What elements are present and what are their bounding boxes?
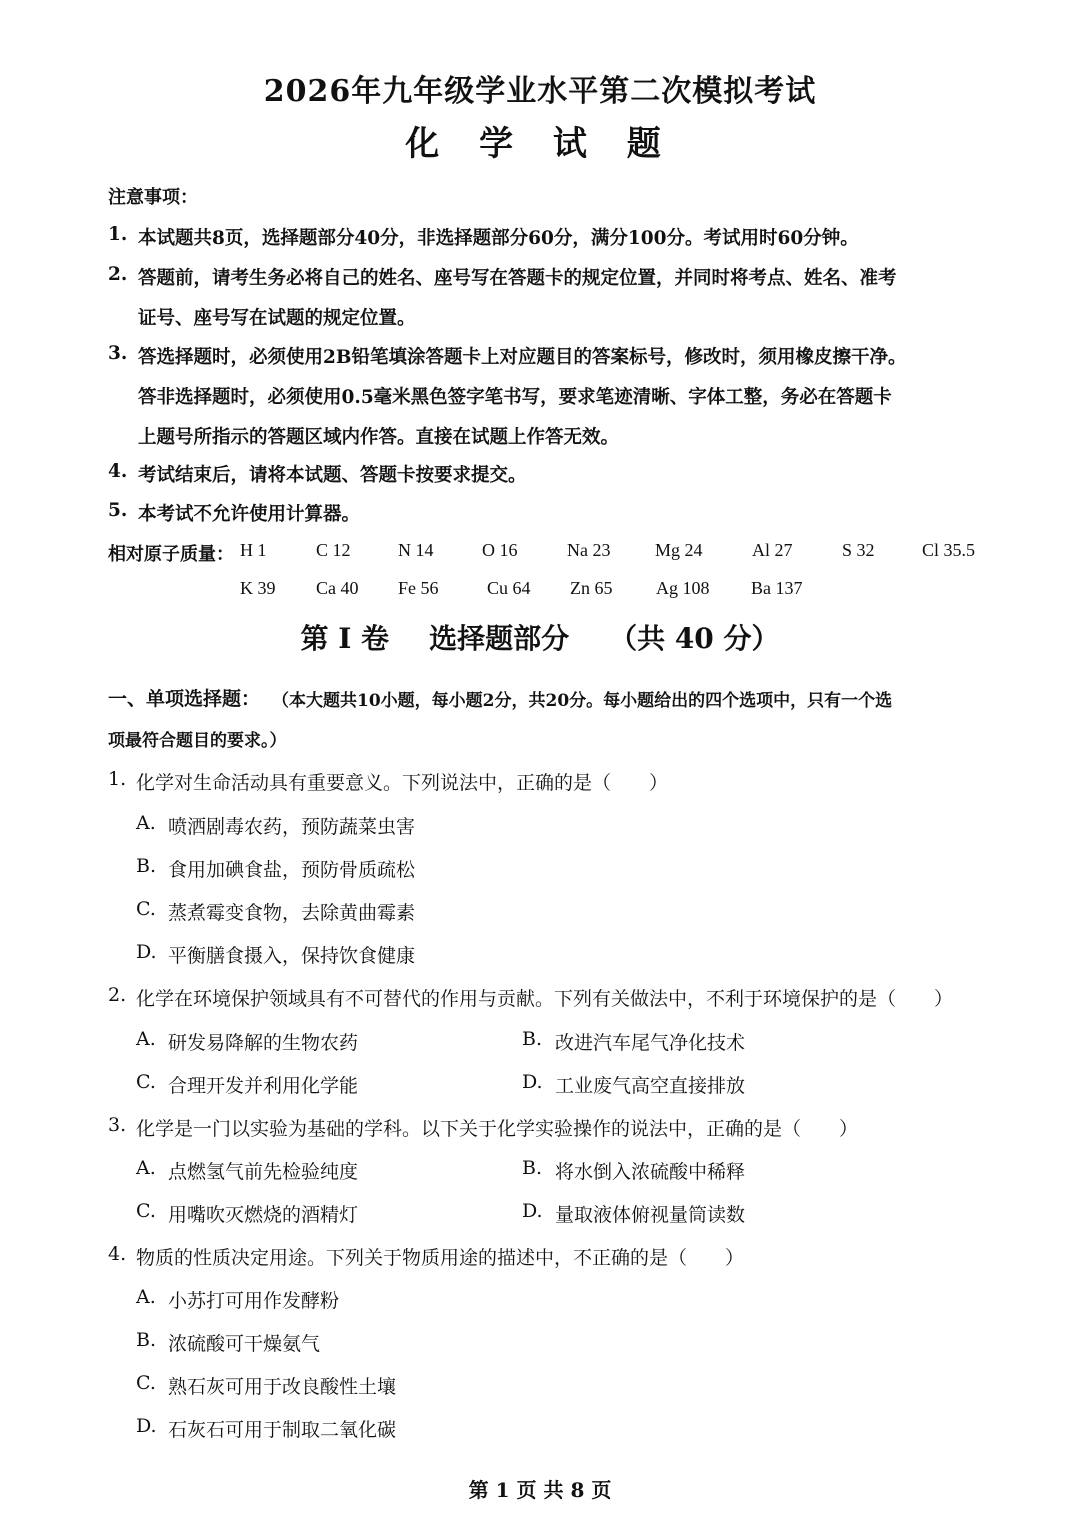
atomic-mass-item: O 16 — [482, 540, 518, 560]
atomic-mass-item: Zn 65 — [570, 578, 613, 598]
atomic-mass-item: Ca 40 — [316, 578, 359, 598]
section-note: （本大题共10小题，每小题2分，共20分。每小题给出的四个选项中，只有一个选 — [272, 691, 893, 711]
subject-title: 化 学 试 题 — [405, 124, 675, 164]
atomic-mass-item: C 12 — [316, 540, 351, 560]
option-text: 浓硫酸可干燥氨气 — [168, 1333, 321, 1355]
option-key: B. — [136, 855, 157, 877]
question-number: 4. — [108, 1243, 127, 1265]
rule-text: 考试结束后，请将本试题、答题卡按要求提交。 — [138, 465, 527, 486]
option-key: A. — [136, 1157, 156, 1179]
option-key: C. — [136, 1071, 156, 1093]
part-title — [0, 617, 1080, 657]
part-volume: 第 I 卷 — [300, 622, 390, 655]
option-key: B. — [136, 1329, 157, 1351]
option-text: 用嘴吹灭燃烧的酒精灯 — [168, 1204, 359, 1226]
atomic-mass-item: N 14 — [398, 540, 434, 560]
rule-text: 答题前，请考生务必将自己的姓名、座号写在答题卡的规定位置，并同时将考点、姓名、准考 — [138, 268, 897, 289]
part-name: 选择题部分 — [429, 622, 570, 655]
option-text: 喷洒剧毒农药，预防蔬菜虫害 — [168, 816, 416, 838]
atomic-mass-item: Al 27 — [752, 540, 793, 560]
option-key: D. — [522, 1200, 543, 1222]
option-text: 熟石灰可用于改良酸性土壤 — [168, 1376, 397, 1398]
question-stem: 化学是一门以实验为基础的学科。以下关于化学实验操作的说法中，正确的是（ ） — [136, 1118, 859, 1140]
option-key: C. — [136, 1372, 156, 1394]
option-key: A. — [136, 1028, 156, 1050]
option-text: 蒸煮霉变食物，去除黄曲霉素 — [168, 902, 416, 924]
page-footer: 第 1 页 共 8 页 — [468, 1478, 612, 1502]
option-text: 点燃氢气前先检验纯度 — [168, 1161, 359, 1183]
rule-text: 答非选择题时，必须使用0.5毫米黑色签字笔书写，要求笔迹清晰、字体工整，务必在答题卡 — [138, 387, 892, 408]
atomic-mass-item: H 1 — [240, 540, 267, 560]
notice-heading: 注意事项： — [108, 187, 198, 208]
option-key: A. — [136, 812, 156, 834]
option-text: 合理开发并利用化学能 — [168, 1075, 359, 1097]
atomic-mass-item: S 32 — [842, 540, 875, 560]
atomic-mass-item: Cl 35.5 — [922, 540, 976, 560]
option-text: 平衡膳食摄入，保持饮食健康 — [168, 945, 416, 967]
atomic-mass-item: Cu 64 — [487, 578, 531, 598]
rule-text: 本考试不允许使用计算器。 — [138, 504, 361, 525]
option-text: 将水倒入浓硫酸中稀释 — [555, 1161, 746, 1183]
option-key: C. — [136, 1200, 156, 1222]
rule-number: 1. — [108, 224, 128, 245]
atomic-mass-item: Ag 108 — [656, 578, 710, 598]
option-text: 研发易降解的生物农药 — [168, 1032, 359, 1054]
option-key: C. — [136, 898, 156, 920]
section-note: 项最符合题目的要求。） — [108, 731, 287, 751]
rule-text: 本试题共8页，选择题部分40分，非选择题部分60分，满分100分。考试用时60分钟。 — [138, 228, 859, 249]
option-text: 量取液体俯视量筒读数 — [555, 1204, 746, 1226]
option-text: 工业废气高空直接排放 — [555, 1075, 746, 1097]
atomic-mass-label: 相对原子质量： — [108, 544, 234, 565]
option-text: 食用加碘食盐，预防骨质疏松 — [168, 859, 416, 881]
part-score: （共 40 分） — [609, 622, 780, 655]
option-key: B. — [522, 1157, 543, 1179]
option-key: A. — [136, 1286, 156, 1308]
question-stem: 化学对生命活动具有重要意义。下列说法中，正确的是（ ） — [136, 772, 669, 794]
rule-text: 答选择题时，必须使用2B铅笔填涂答题卡上对应题目的答案标号，修改时，须用橡皮擦干净。 — [138, 347, 907, 368]
option-text: 石灰石可用于制取二氧化碳 — [168, 1419, 397, 1441]
option-key: B. — [522, 1028, 543, 1050]
atomic-mass-item: K 39 — [240, 578, 276, 598]
option-key: D. — [522, 1071, 543, 1093]
option-text: 改进汽车尾气净化技术 — [555, 1032, 746, 1054]
rule-number: 3. — [108, 343, 128, 364]
atomic-mass-item: Fe 56 — [398, 578, 439, 598]
option-key: D. — [136, 941, 157, 963]
question-number: 2. — [108, 984, 127, 1006]
rule-number: 2. — [108, 264, 128, 285]
question-number: 1. — [108, 768, 127, 790]
question-stem: 物质的性质决定用途。下列关于物质用途的描述中，不正确的是（ ） — [136, 1247, 745, 1269]
question-number: 3. — [108, 1114, 127, 1136]
exam-title: 2026年九年级学业水平第二次模拟考试 — [263, 74, 817, 109]
rule-text: 证号、座号写在试题的规定位置。 — [138, 308, 416, 329]
rule-text: 上题号所指示的答题区域内作答。直接在试题上作答无效。 — [138, 427, 620, 448]
question-stem: 化学在环境保护领域具有不可替代的作用与贡献。下列有关做法中，不利于环境保护的是（ ） — [136, 988, 954, 1010]
option-key: D. — [136, 1415, 157, 1437]
option-text: 小苏打可用作发酵粉 — [168, 1290, 340, 1312]
atomic-mass-item: Ba 137 — [751, 578, 803, 598]
section-heading: 一、单项选择题： — [108, 688, 261, 710]
rule-number: 5. — [108, 500, 128, 521]
rule-number: 4. — [108, 461, 128, 482]
atomic-mass-item: Na 23 — [567, 540, 611, 560]
atomic-mass-item: Mg 24 — [655, 540, 703, 560]
